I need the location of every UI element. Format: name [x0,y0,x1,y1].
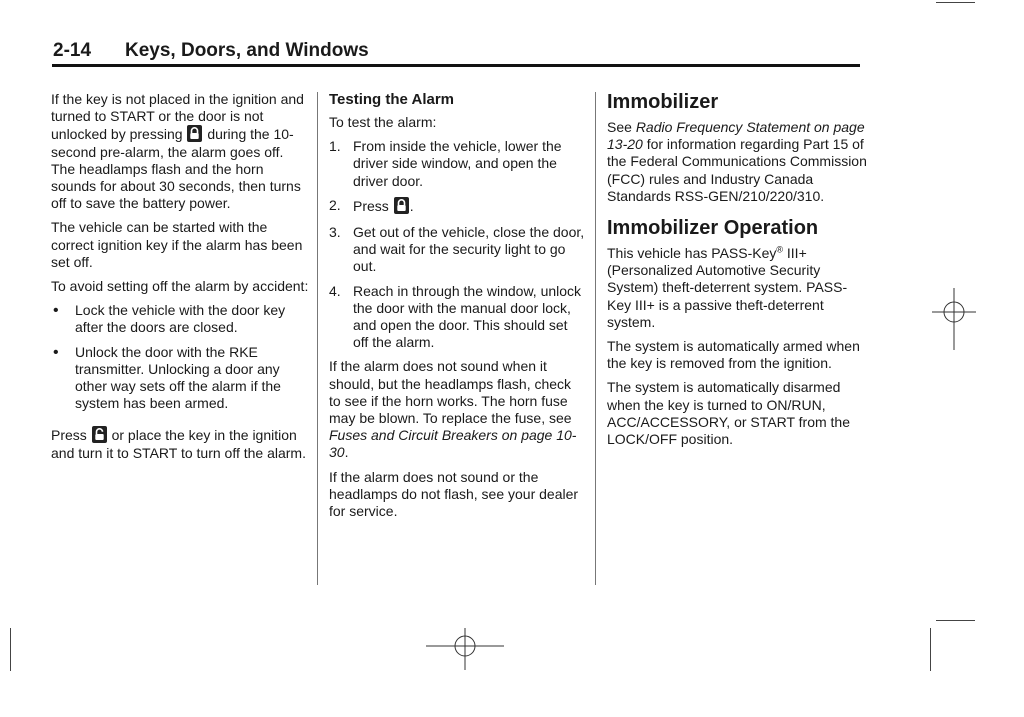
list-item-text: Unlock the door with the RKE transmitter. Unlocking a door any other way sets off the alarm if the system has been armed. [75,343,281,412]
registered-mark: ® [776,244,784,255]
lock-icon [394,197,409,214]
registration-mark [932,288,976,350]
immobilizer-heading: Immobilizer [607,91,719,113]
step-number: 3. [329,224,341,241]
dealer-service-paragraph: If the alarm does not sound or the headlamps do not flash, see your dealer for service. [329,468,579,520]
test-steps-list [329,138,585,351]
radio-frequency-paragraph [607,119,867,205]
step-text: From inside the vehicle, lower the driver side window, and open the driver door. [353,138,562,189]
avoid-alarm-paragraph: To avoid setting off the alarm by accident: [51,278,309,295]
pass-key-text: This vehicle has PASS-Key [607,245,777,262]
column-left [51,91,309,469]
fuses-reference: Fuses and Circuit Breakers on page 10-30 [329,427,577,461]
list-item [51,344,309,413]
list-item [51,302,309,336]
list-item-text: Lock the vehicle with the door key after the doors are closed. [75,302,286,336]
pre-alarm-paragraph [51,91,309,212]
horn-fuse-text: If the alarm does not sound when it should, but the headlamps flash, check to see if the horn works. The horn fuse may be blown. To replace the fuse, see [329,358,572,427]
pass-key-paragraph [607,245,867,331]
crop-mark [10,628,11,671]
restart-paragraph: The vehicle can be started with the correct ignition key if the alarm has been set off. [51,219,303,270]
lock-icon [187,125,202,142]
pre-alarm-text-start: If the key is not placed in the ignition and turned to START or the door is not unlocked by pressing [51,91,304,143]
pass-key-text-end: III+ (Personalized Automotive Security System) theft-deterrent system. PASS-Key III+ is a passive theft-deterrent system. [607,245,848,330]
column-divider-right [595,92,596,585]
horn-fuse-end: . [344,444,349,461]
step-number: 1. [329,138,341,155]
step-text: Get out of the vehicle, close the door, and wait for the security light to go out. [353,224,585,275]
radio-frequency-reference: Radio Frequency Statement on page 13-20 [607,119,865,153]
list-item [329,138,585,190]
disarmed-paragraph: The system is automatically disarmed when the key is turned to ON/RUN, ACC/ACCESSORY, or START from the LOCK/OFF position. [607,379,851,448]
turn-off-alarm-paragraph [51,426,309,461]
testing-alarm-heading: Testing the Alarm [329,91,455,108]
crop-mark [936,620,975,621]
crop-mark [930,628,931,671]
see-text: See [607,119,632,135]
turn-off-text: or place the key in the ignition and turn it to START to turn off the alarm. [51,427,306,461]
page-header [53,40,369,62]
press-text: Press [51,427,87,444]
list-item [329,283,585,352]
step-text: Press [353,197,389,214]
bullet-symbol: • [53,343,59,361]
header-rule [52,64,860,67]
armed-paragraph: The system is automatically armed when the key is removed from the ignition. [607,338,860,372]
section-title: Keys, Doors, and Windows [125,40,369,61]
column-middle [329,91,585,527]
column-right [607,91,867,455]
list-item [329,197,585,215]
crop-mark [936,2,975,3]
horn-fuse-paragraph [329,358,585,461]
avoid-alarm-list [51,302,309,412]
test-intro: To test the alarm: [329,114,437,130]
column-divider-left [317,92,318,585]
step-number: 2. [329,196,341,213]
list-item [329,224,585,276]
page-number: 2-14 [53,40,92,61]
registration-mark [426,628,504,670]
unlock-icon [92,426,107,443]
step-text: Reach in through the window, unlock the door with the manual door lock, and open the door. This should set off the alarm. [353,282,582,351]
bullet-symbol: • [53,302,59,320]
fcc-text: for information regarding Part 15 of the Federal Communications Commission (FCC) rules and Industry Canada Standards RSS-GEN/210/220/310. [607,136,867,204]
step-text-end: . [409,197,414,214]
pre-alarm-text-end: during the 10-second pre-alarm, the alarm goes off. The headlamps flash and the horn sounds for about 30 seconds, then turns off to save the battery power. [51,126,301,212]
immobilizer-operation-heading: Immobilizer Operation [607,217,819,240]
step-number: 4. [329,282,341,299]
